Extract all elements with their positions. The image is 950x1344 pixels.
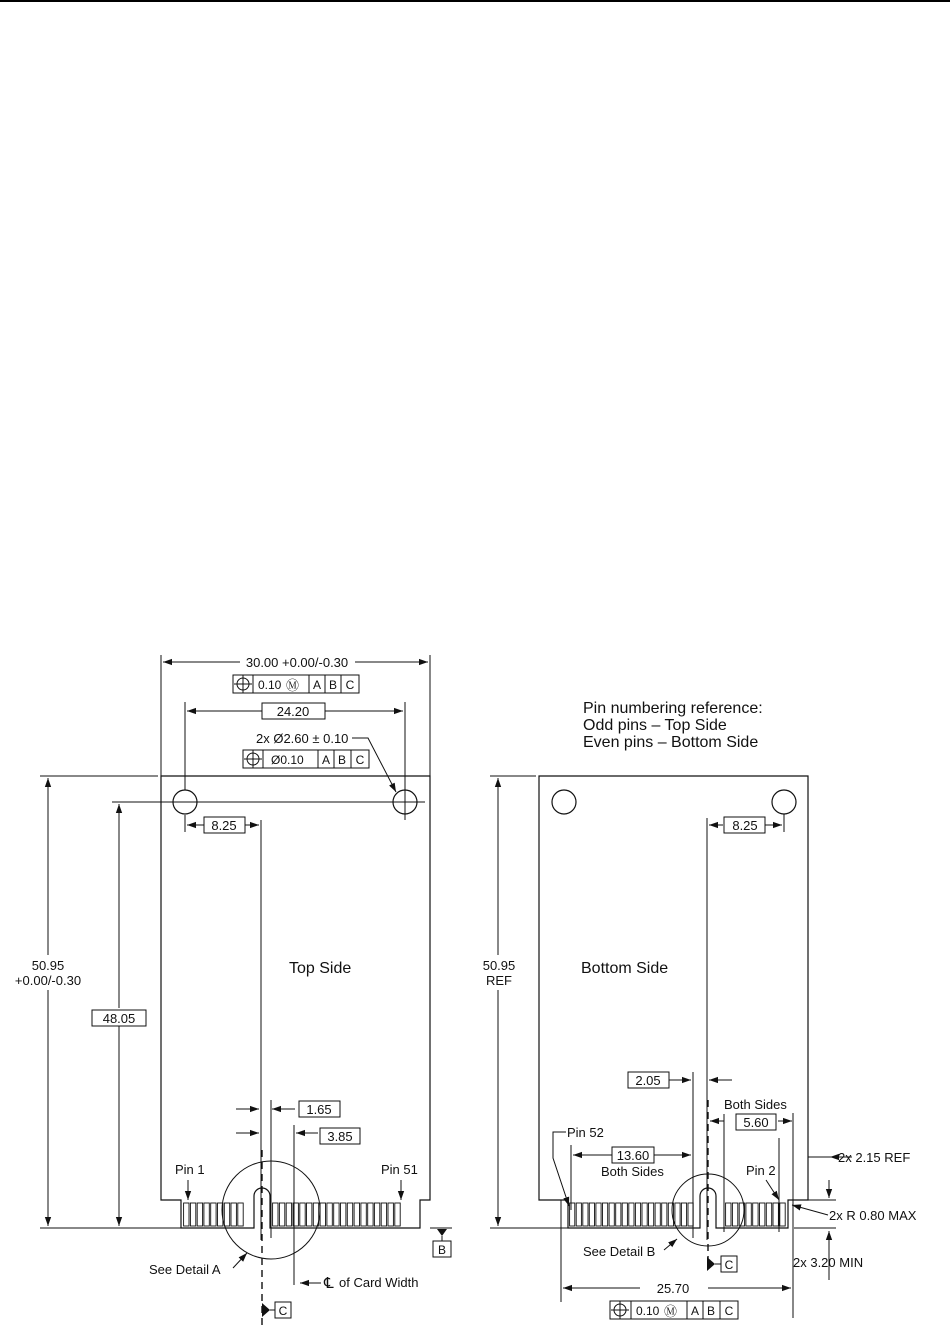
contact-pad (589, 1203, 594, 1226)
bottom-dim-25-70: 25.70 (656, 1281, 690, 1296)
contact-pad (395, 1203, 400, 1226)
contact-pad (381, 1203, 386, 1226)
contact-pad (609, 1203, 614, 1226)
contact-pad (273, 1203, 278, 1226)
top-card-outline (161, 776, 430, 1228)
contact-pad (354, 1203, 359, 1226)
svg-text:A: A (690, 1304, 700, 1318)
bottom-hole-offset-dim: 8.25 (732, 818, 758, 833)
contact-pad (732, 1203, 737, 1226)
card-width-cl-label: of Card Width (339, 1275, 419, 1290)
datum-flag-icon (262, 1303, 270, 1317)
contact-pad (780, 1203, 785, 1226)
contact-pad (238, 1203, 243, 1226)
contact-pad (388, 1203, 393, 1226)
top-width-dim: 30.00 +0.00/-0.30 (245, 655, 349, 670)
contact-pad (320, 1203, 325, 1226)
contact-pad (347, 1203, 352, 1226)
contact-pad (307, 1203, 312, 1226)
svg-text:B: B (706, 1304, 716, 1318)
bottom-view (483, 700, 917, 1319)
contact-pad (211, 1203, 216, 1226)
svg-text:B: B (337, 753, 347, 767)
datum-b: B (437, 1243, 447, 1257)
top-datum-c: C (278, 1304, 288, 1318)
contact-pad (773, 1203, 778, 1226)
top-hole-height-dim: 48.05 (102, 1011, 136, 1026)
pin-ref-even: Even pins – Bottom Side (583, 734, 759, 751)
svg-text:Ø0.10: Ø0.10 (271, 753, 304, 767)
contact-pad (766, 1203, 771, 1226)
svg-text:Ⓜ: Ⓜ (664, 1304, 678, 1319)
top-hole-offset-dim: 8.25 (211, 818, 237, 833)
contact-pad (726, 1203, 731, 1226)
contact-pad (616, 1203, 621, 1226)
contact-pad (374, 1203, 379, 1226)
top-dim-1-65: 1.65 (306, 1102, 332, 1117)
bottom-dim-2-05: 2.05 (635, 1073, 661, 1088)
contact-pad (629, 1203, 634, 1226)
svg-text:A: A (321, 753, 331, 767)
min-3-20: 2x 3.20 MIN (793, 1255, 864, 1270)
contact-pad (649, 1203, 654, 1226)
contact-pad (681, 1203, 686, 1226)
contact-pad (197, 1203, 202, 1226)
contact-pad (635, 1203, 640, 1226)
svg-text:C: C (355, 753, 365, 767)
bottom-datum-c: C (724, 1258, 734, 1272)
bottom-dim-13-60: 13.60 (616, 1148, 650, 1163)
top-height-dim: 50.95 (31, 958, 65, 973)
top-pin-1-label: Pin 1 (175, 1162, 205, 1177)
contact-pad (603, 1203, 608, 1226)
contact-pad (327, 1203, 332, 1226)
pin-2-label: Pin 2 (746, 1163, 776, 1178)
both-sides-bottom: Both Sides (601, 1164, 664, 1179)
bottom-hole-right (772, 790, 796, 814)
contact-pad (642, 1203, 647, 1226)
bottom-card-outline (539, 776, 808, 1228)
contact-pad (300, 1203, 305, 1226)
contact-pad (753, 1203, 758, 1226)
contact-pad (224, 1203, 229, 1226)
top-height-tol: +0.00/-0.30 (14, 973, 82, 988)
svg-text:A: A (312, 678, 322, 692)
contact-pad (570, 1203, 575, 1226)
contact-pad (279, 1203, 284, 1226)
contact-pad (231, 1203, 236, 1226)
bottom-height-ref: REF (486, 973, 512, 988)
ref-2-15: 2x 2.15 REF (838, 1150, 911, 1165)
svg-text:Ⓜ: Ⓜ (286, 678, 300, 693)
centerline-icon: ℄ (324, 1275, 334, 1292)
bottom-height-dim: 50.95 (482, 958, 516, 973)
contact-pad (184, 1203, 189, 1226)
contact-pad (760, 1203, 765, 1226)
datum-flag-icon (707, 1257, 715, 1271)
bottom-pins-right (726, 1203, 786, 1226)
contact-pad (368, 1203, 373, 1226)
svg-text:C: C (345, 678, 355, 692)
detail-a-label: See Detail A (149, 1262, 221, 1277)
top-pin-51-label: Pin 51 (381, 1162, 418, 1177)
contact-pad (190, 1203, 195, 1226)
contact-pad (746, 1203, 751, 1226)
both-sides-top: Both Sides (724, 1097, 787, 1112)
top-view (15, 655, 452, 1326)
top-fcf (233, 675, 359, 693)
top-side-label: Top Side (289, 960, 352, 977)
detail-b-label: See Detail B (583, 1244, 656, 1259)
pin-ref-title: Pin numbering reference: (583, 700, 763, 717)
svg-text:0.10: 0.10 (258, 678, 282, 692)
r-0-80: 2x R 0.80 MAX (829, 1208, 917, 1223)
contact-pad (583, 1203, 588, 1226)
contact-pad (655, 1203, 660, 1226)
contact-pad (675, 1203, 680, 1226)
contact-pad (596, 1203, 601, 1226)
svg-text:C: C (724, 1304, 734, 1318)
contact-pad (576, 1203, 581, 1226)
contact-pad (334, 1203, 339, 1226)
top-pins-right (273, 1203, 401, 1226)
contact-pad (662, 1203, 667, 1226)
contact-pad (341, 1203, 346, 1226)
contact-pad (361, 1203, 366, 1226)
top-hole-callout: 2x Ø2.60 ± 0.10 (256, 731, 349, 746)
contact-pad (688, 1203, 693, 1226)
top-hole-spacing-dim: 24.20 (276, 704, 310, 719)
pin-ref-odd: Odd pins – Top Side (583, 717, 727, 734)
svg-text:B: B (328, 678, 338, 692)
svg-text:0.10: 0.10 (636, 1304, 660, 1318)
top-hole-fcf (243, 750, 369, 768)
bottom-hole-left (552, 790, 576, 814)
top-dim-3-85: 3.85 (327, 1129, 353, 1144)
pin-52-label: Pin 52 (567, 1125, 604, 1140)
bottom-dim-5-60: 5.60 (743, 1115, 769, 1130)
bottom-fcf (610, 1301, 738, 1319)
contact-pad (204, 1203, 209, 1226)
datum-flag-icon (437, 1229, 447, 1236)
contact-pad (622, 1203, 627, 1226)
top-pins-left (184, 1203, 244, 1226)
contact-pad (286, 1203, 291, 1226)
bottom-side-label: Bottom Side (581, 960, 669, 977)
